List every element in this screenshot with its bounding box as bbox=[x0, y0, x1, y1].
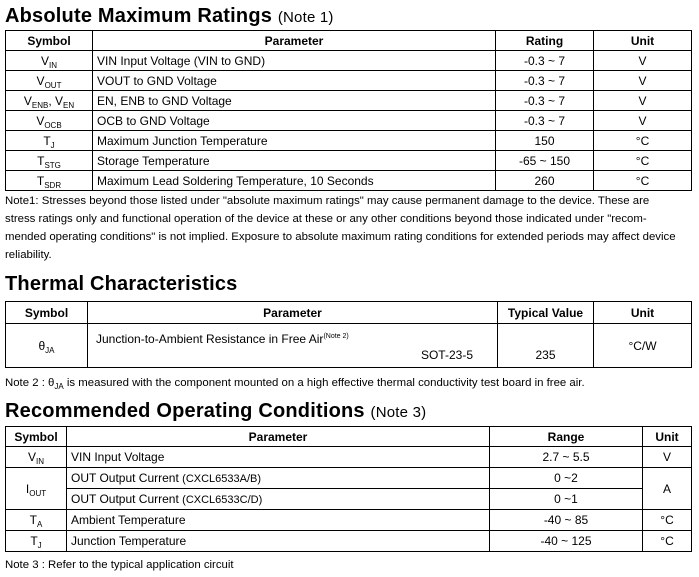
thermal-header-typical: Typical Value bbox=[498, 302, 594, 324]
thermal-header-parameter: Parameter bbox=[88, 302, 498, 324]
note-1-line: stress ratings only and functional operation of the device at these or any other conditions beyond those indicated under "recom- bbox=[5, 213, 647, 225]
thermal-row-theta-ja bbox=[6, 324, 692, 368]
amr-symbol: $V_{ENB}$, $V_{EN}$ bbox=[6, 91, 93, 111]
amr-row-tj bbox=[6, 131, 692, 151]
roc-symbol: $T_A$ bbox=[6, 510, 67, 531]
note-1-line: reliability. bbox=[5, 249, 52, 261]
thermal-header-unit: Unit bbox=[594, 302, 692, 324]
amr-unit: V bbox=[594, 111, 692, 131]
thermal-title: Thermal Characteristics bbox=[5, 273, 238, 295]
roc-row-ta bbox=[6, 510, 692, 531]
thermal-header-symbol: Symbol bbox=[6, 302, 88, 324]
thermal-heading bbox=[5, 273, 237, 296]
amr-unit: V bbox=[594, 71, 692, 91]
amr-parameter: EN, ENB to GND Voltage bbox=[93, 91, 496, 111]
roc-symbol: $I_{OUT}$ bbox=[6, 468, 67, 510]
roc-parameter: Ambient Temperature bbox=[67, 510, 490, 531]
amr-unit: V bbox=[594, 91, 692, 111]
amr-title: Absolute Maximum Ratings bbox=[5, 5, 273, 27]
amr-parameter: VOUT to GND Voltage bbox=[93, 71, 496, 91]
roc-range: -40 ~ 125 bbox=[490, 531, 643, 552]
roc-symbol: $T_J$ bbox=[6, 531, 67, 552]
amr-title-note: (Note 1) bbox=[277, 9, 334, 26]
roc-header-row bbox=[6, 427, 692, 447]
amr-symbol: $T_{STG}$ bbox=[6, 151, 93, 171]
amr-row-vout bbox=[6, 71, 692, 91]
amr-parameter: VIN Input Voltage (VIN to GND) bbox=[93, 51, 496, 71]
amr-row-enb bbox=[6, 91, 692, 111]
amr-rating: -65 ~ 150 bbox=[496, 151, 594, 171]
roc-title-note: (Note 3) bbox=[370, 404, 427, 421]
amr-row-vin bbox=[6, 51, 692, 71]
thermal-header-row bbox=[6, 302, 692, 324]
amr-symbol: $V_{IN}$ bbox=[6, 51, 93, 71]
thermal-symbol: $\theta_{JA}$ bbox=[6, 324, 88, 368]
roc-unit: A bbox=[643, 468, 692, 510]
amr-symbol: $V_{OUT}$ bbox=[6, 71, 93, 91]
roc-row-iout-cd bbox=[6, 489, 692, 510]
amr-table bbox=[5, 30, 692, 191]
amr-header-symbol: Symbol bbox=[6, 31, 93, 51]
thermal-value: 235 bbox=[498, 324, 594, 368]
roc-parameter: OUT Output Current (CXCL6533A/B) bbox=[67, 468, 490, 489]
roc-range: -40 ~ 85 bbox=[490, 510, 643, 531]
roc-unit: °C bbox=[643, 510, 692, 531]
amr-parameter: Storage Temperature bbox=[93, 151, 496, 171]
amr-rating: 150 bbox=[496, 131, 594, 151]
amr-parameter: Maximum Junction Temperature bbox=[93, 131, 496, 151]
amr-rating: -0.3 ~ 7 bbox=[496, 51, 594, 71]
thermal-param-text: Junction-to-Ambient Resistance in Free Air$^{(Note 2)}$ bbox=[96, 332, 349, 346]
amr-row-ocb bbox=[6, 111, 692, 131]
amr-row-tstg bbox=[6, 151, 692, 171]
note-1 bbox=[5, 192, 676, 264]
amr-rating: -0.3 ~ 7 bbox=[496, 91, 594, 111]
roc-parameter: OUT Output Current (CXCL6533C/D) bbox=[67, 489, 490, 510]
roc-unit: °C bbox=[643, 531, 692, 552]
amr-symbol: $T_{SDR}$ bbox=[6, 171, 93, 191]
amr-unit: °C bbox=[594, 171, 692, 191]
roc-symbol: $V_{IN}$ bbox=[6, 447, 67, 468]
amr-header-unit: Unit bbox=[594, 31, 692, 51]
amr-symbol: $V_{OCB}$ bbox=[6, 111, 93, 131]
amr-unit: °C bbox=[594, 131, 692, 151]
amr-header-parameter: Parameter bbox=[93, 31, 496, 51]
amr-parameter: Maximum Lead Soldering Temperature, 10 Seconds bbox=[93, 171, 496, 191]
roc-range: 0 ~1 bbox=[490, 489, 643, 510]
note-1-line: Note1: Stresses beyond those listed under "absolute maximum ratings" may cause permanent damage to the device. These are bbox=[5, 195, 650, 207]
amr-header-rating: Rating bbox=[496, 31, 594, 51]
amr-row-tsdr bbox=[6, 171, 692, 191]
roc-table bbox=[5, 426, 692, 552]
amr-unit: °C bbox=[594, 151, 692, 171]
amr-unit: V bbox=[594, 51, 692, 71]
note-3: Note 3 : Refer to the typical application circuit bbox=[5, 559, 234, 571]
roc-range: 2.7 ~ 5.5 bbox=[490, 447, 643, 468]
note-1-line: mended operating conditions" is not implied. Exposure to absolute maximum rating conditions for extended periods may affect device bbox=[5, 231, 676, 243]
roc-title: Recommended Operating Conditions bbox=[5, 400, 365, 422]
roc-header-symbol: Symbol bbox=[6, 427, 67, 447]
thermal-parameter bbox=[88, 324, 498, 368]
thermal-package: SOT-23-5 bbox=[420, 348, 473, 362]
amr-rating: -0.3 ~ 7 bbox=[496, 71, 594, 91]
roc-header-range: Range bbox=[490, 427, 643, 447]
roc-parameter: Junction Temperature bbox=[67, 531, 490, 552]
amr-rating: 260 bbox=[496, 171, 594, 191]
roc-range: 0 ~2 bbox=[490, 468, 643, 489]
thermal-unit: °C/W bbox=[594, 324, 692, 368]
thermal-table bbox=[5, 301, 692, 368]
roc-unit: V bbox=[643, 447, 692, 468]
amr-symbol: $T_J$ bbox=[6, 131, 93, 151]
amr-heading bbox=[5, 5, 334, 28]
roc-header-unit: Unit bbox=[643, 427, 692, 447]
roc-row-vin bbox=[6, 447, 692, 468]
roc-row-iout-ab bbox=[6, 468, 692, 489]
amr-rating: -0.3 ~ 7 bbox=[496, 111, 594, 131]
amr-header-row bbox=[6, 31, 692, 51]
roc-header-parameter: Parameter bbox=[67, 427, 490, 447]
amr-parameter: OCB to GND Voltage bbox=[93, 111, 496, 131]
roc-heading bbox=[5, 400, 426, 423]
note-2: Note 2 : $\theta_{JA}$ is measured with the component mounted on a high effective thermal conductivity test board in free air. bbox=[5, 377, 585, 391]
roc-row-tj bbox=[6, 531, 692, 552]
roc-parameter: VIN Input Voltage bbox=[67, 447, 490, 468]
